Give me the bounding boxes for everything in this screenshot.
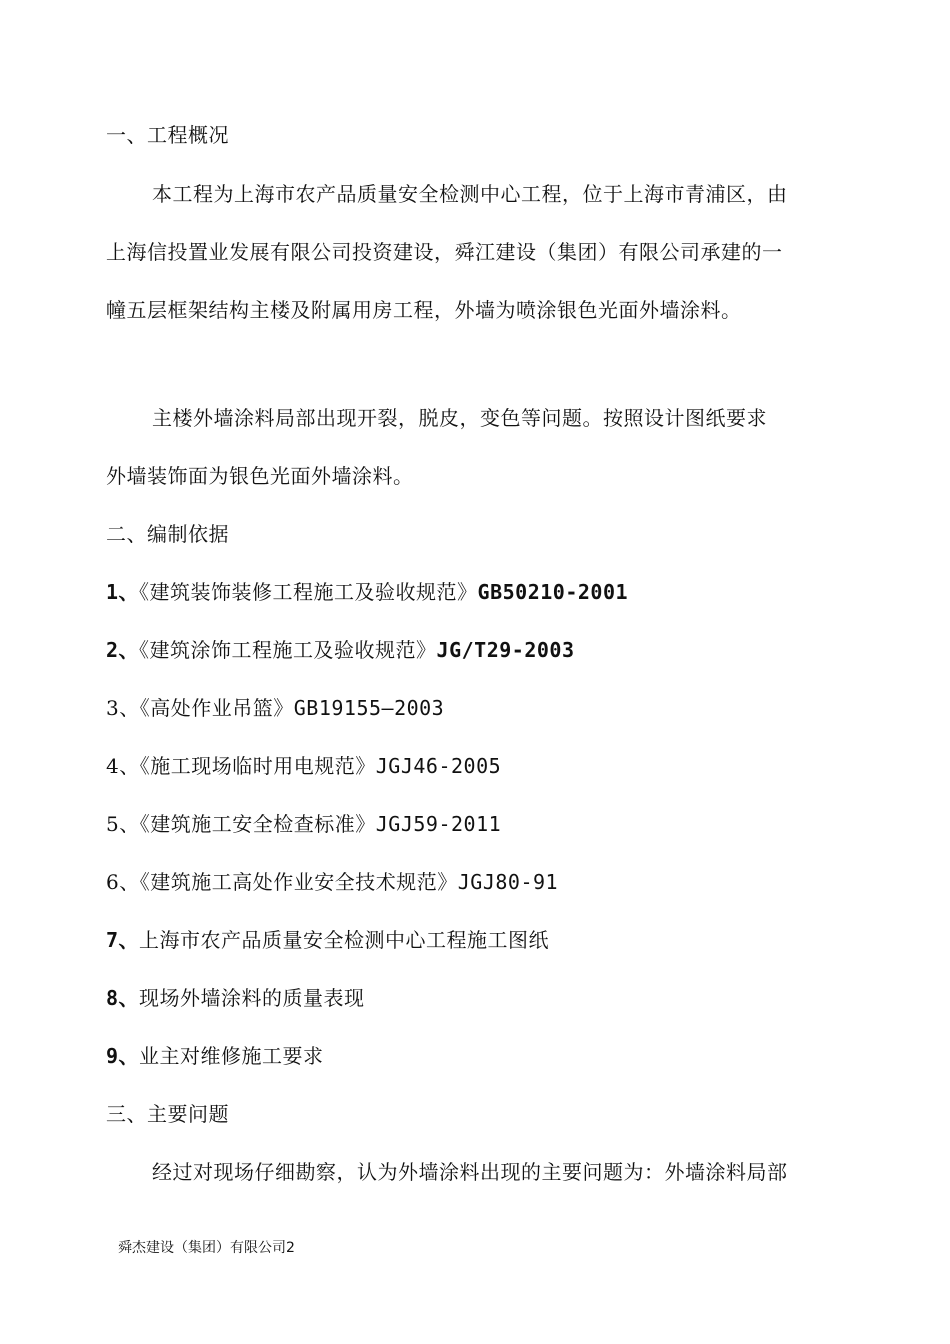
- reference-item: [106, 579, 628, 605]
- section-2-heading: 二、编制依据: [106, 522, 229, 546]
- reference-item: [106, 695, 444, 721]
- reference-code: GB50210-2001: [477, 580, 629, 604]
- section-1-paragraph-2-line-2: 外墙装饰面为银色光面外墙涂料。: [106, 464, 414, 488]
- reference-item: [106, 753, 501, 779]
- reference-number: 3、: [106, 696, 140, 720]
- section-1-heading: 一、工程概况: [106, 123, 229, 147]
- reference-title: 《建筑涂饰工程施工及验收规范》: [139, 638, 437, 662]
- reference-number: 4、: [106, 754, 140, 778]
- section-1-paragraph-2-line-1: 主楼外墙涂料局部出现开裂，脱皮，变色等问题。按照设计图纸要求: [152, 406, 767, 430]
- page-footer: 舜杰建设（集团）有限公司2: [118, 1240, 295, 1256]
- reference-item: [106, 927, 549, 953]
- reference-code: JGJ59-2011: [375, 812, 502, 836]
- reference-title: 《建筑施工高处作业安全技术规范》: [139, 870, 458, 894]
- reference-number: 7、: [106, 928, 140, 952]
- section-1-paragraph-1-line-1: 本工程为上海市农产品质量安全检测中心工程，位于上海市青浦区，由: [152, 182, 788, 206]
- reference-item: [106, 811, 501, 837]
- reference-code: JGJ80-91: [457, 870, 559, 894]
- reference-title: 《建筑装饰装修工程施工及验收规范》: [139, 580, 478, 604]
- reference-item: [106, 869, 558, 895]
- reference-number: 9、: [106, 1044, 140, 1068]
- reference-title: 《施工现场临时用电规范》: [139, 754, 376, 778]
- section-3-paragraph-1-line-1: 经过对现场仔细勘察，认为外墙涂料出现的主要问题为：外墙涂料局部: [152, 1160, 788, 1184]
- reference-title: 上海市农产品质量安全检测中心工程施工图纸: [139, 928, 550, 952]
- reference-title: 《高处作业吊篮》: [139, 696, 294, 720]
- reference-code: JG/T29-2003: [436, 638, 575, 662]
- reference-number: 8、: [106, 986, 140, 1010]
- reference-title: 现场外墙涂料的质量表现: [139, 986, 365, 1010]
- section-1-paragraph-1-line-2: 上海信投置业发展有限公司投资建设，舜江建设（集团）有限公司承建的一: [106, 240, 783, 264]
- reference-number: 5、: [106, 812, 140, 836]
- reference-title: 《建筑施工安全检查标准》: [139, 812, 376, 836]
- reference-number: 2、: [106, 638, 140, 662]
- section-3-heading: 三、主要问题: [106, 1102, 229, 1126]
- reference-item: [106, 637, 575, 663]
- reference-code: GB19155—2003: [293, 696, 445, 720]
- reference-item: [106, 985, 365, 1011]
- reference-item: [106, 1043, 324, 1069]
- reference-number: 1、: [106, 580, 140, 604]
- reference-number: 6、: [106, 870, 140, 894]
- reference-code: JGJ46-2005: [375, 754, 502, 778]
- reference-title: 业主对维修施工要求: [139, 1044, 324, 1068]
- section-1-paragraph-1-line-3: 幢五层框架结构主楼及附属用房工程，外墙为喷涂银色光面外墙涂料。: [106, 298, 742, 322]
